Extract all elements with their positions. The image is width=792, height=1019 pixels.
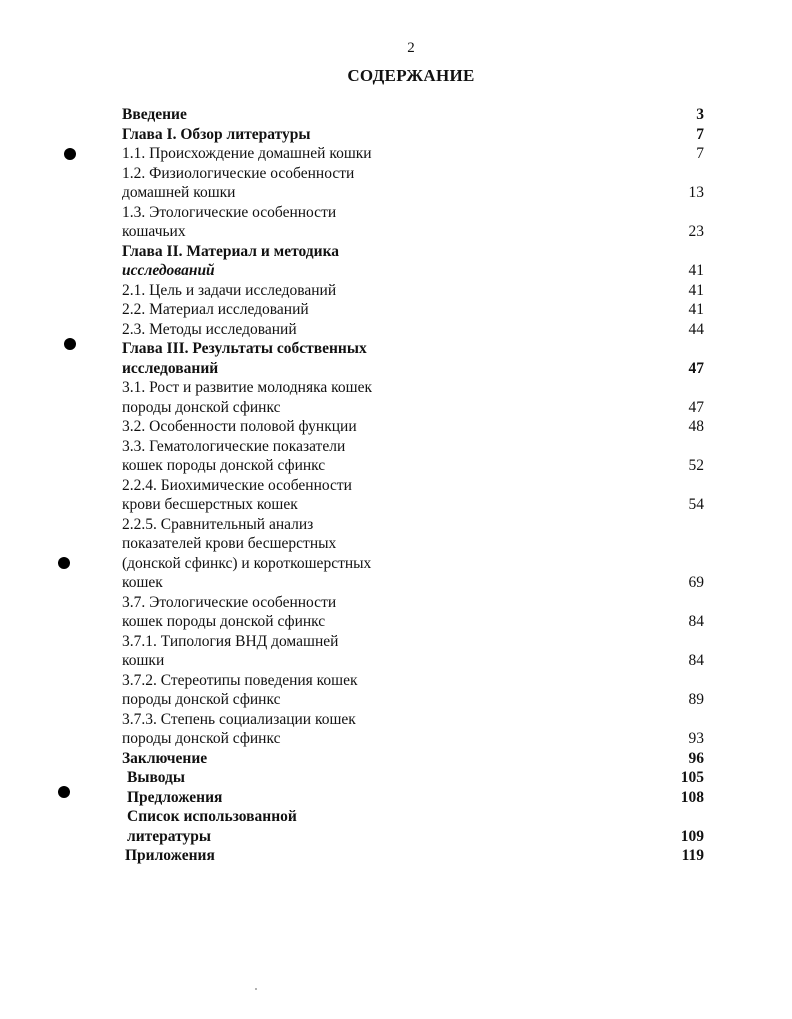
toc-entry-3-7-3 (122, 710, 704, 749)
toc-entry-text: 2.1. Цель и задачи исследований (122, 281, 337, 299)
toc-entry-page: 47 (688, 398, 704, 416)
toc-entry-page: 84 (688, 613, 704, 630)
toc-entry-text: 3.7.1. Типология ВНД домашней (122, 632, 339, 650)
toc-entry-text: кошек (122, 574, 163, 591)
toc-entry-text: 3.3. Гематологические показатели (122, 437, 346, 455)
toc-entry-text: породы донской сфинкс (122, 691, 281, 708)
toc-entry-page: 119 (681, 847, 704, 864)
toc-entry-page: 3 (696, 106, 704, 123)
toc-entry-page: 48 (688, 418, 704, 435)
toc-entry-page: 41 (688, 301, 704, 318)
toc-entry-text: показателей крови бесшерстных (122, 535, 337, 552)
hole-punch-mark (58, 557, 70, 569)
toc-entry-1-2 (122, 164, 704, 203)
toc-entry-3-1 (122, 378, 704, 417)
toc-entry-text: Глава I. Обзор литературы (122, 125, 311, 143)
toc-entry-text: кошки (122, 652, 165, 669)
toc-entry-text: домашней кошки (122, 184, 236, 201)
toc-title: СОДЕРЖАНИЕ (347, 66, 475, 85)
toc-entry-text: кошачьих (122, 223, 186, 240)
toc-entry-proposals (122, 788, 704, 808)
toc-entry-page: 13 (688, 184, 704, 201)
toc-entry-text: Глава III. Результаты собственных (122, 340, 367, 357)
toc-entry-2-2-4 (122, 476, 704, 515)
page-number: 2 (407, 40, 415, 56)
toc-entry-2-1 (122, 281, 704, 301)
toc-entry-text: 3.2. Особенности половой функции (122, 418, 357, 435)
toc-entry-page: 23 (688, 223, 704, 240)
toc-entry-page: 41 (688, 262, 704, 279)
toc-entry-text: 3.7.2. Стереотипы поведения кошек (122, 671, 358, 689)
toc-entry-text: Заключение (122, 749, 208, 767)
toc-entry-text: породы донской сфинкс (122, 730, 281, 747)
toc-entry-appendices (122, 846, 704, 866)
toc-entry-chapter-1 (122, 125, 704, 145)
toc-entry-page: 69 (688, 574, 704, 591)
toc-entry-3-2 (122, 417, 704, 437)
toc-entry-3-7-1 (122, 632, 704, 671)
toc-entry-text: Предложения (127, 788, 223, 806)
toc-entry-page: 7 (696, 125, 704, 143)
toc-entry-text: литературы (127, 827, 211, 845)
toc-entry-page: 44 (688, 320, 704, 338)
toc-entry-text: 2.2.4. Биохимические особенности (122, 476, 352, 494)
toc-entry-1-3 (122, 203, 704, 242)
toc-entry-page: 7 (696, 145, 704, 162)
toc-entry-page: 41 (688, 281, 704, 299)
toc-entry-3-7-2 (122, 671, 704, 710)
toc-entry-text: 3.7.3. Степень социализации кошек (122, 710, 356, 728)
toc-entry-text: 3.1. Рост и развитие молодняка кошек (122, 379, 372, 396)
scan-speck (255, 988, 257, 990)
toc-entry-text: 2.3. Методы исследований (122, 320, 297, 338)
toc-entry-text: (донской сфинкс) и короткошерстных (122, 554, 372, 572)
toc-entry-text: 2.2. Материал исследований (122, 301, 309, 318)
hole-punch-mark (58, 786, 70, 798)
toc-entry-text: Введение (122, 106, 187, 123)
toc-entry-text: крови бесшерстных кошек (122, 496, 298, 513)
toc-entry-page: 54 (688, 496, 704, 513)
toc-entry-text: Глава II. Материал и методика (122, 242, 340, 260)
toc-entry-page: 89 (688, 691, 704, 708)
toc-entry-introduction (122, 105, 704, 125)
toc-entry-page: 93 (688, 730, 704, 747)
toc-entry-chapter-3 (122, 339, 704, 378)
toc-entry-2-2-5 (122, 515, 704, 593)
toc-entry-page: 108 (680, 788, 704, 806)
hole-punch-mark (64, 338, 76, 350)
toc-entry-references (122, 807, 704, 846)
toc-entry-page: 47 (688, 359, 704, 377)
toc-entry-text: кошек породы донской сфинкс (122, 457, 326, 474)
table-of-contents (122, 105, 704, 866)
toc-entry-2-3 (122, 320, 704, 340)
toc-entry-text: кошек породы донской сфинкс (122, 613, 326, 630)
toc-entry-text: 1.3. Этологические особенности (122, 203, 337, 221)
toc-entry-findings (122, 768, 704, 788)
toc-entry-3-3 (122, 437, 704, 476)
toc-entry-text: 2.2.5. Сравнительный анализ (122, 515, 314, 533)
toc-entry-text: исследований (122, 359, 219, 377)
toc-entry-3-7 (122, 593, 704, 632)
toc-entry-text: Выводы (127, 769, 185, 786)
toc-entry-text: 1.1. Происхождение домашней кошки (122, 145, 372, 162)
toc-entry-page: 96 (688, 749, 704, 767)
toc-entry-text: Приложения (125, 847, 215, 864)
toc-entry-text: 1.2. Физиологические особенности (122, 164, 355, 182)
toc-entry-page: 52 (688, 457, 704, 474)
toc-entry-text: исследований (122, 262, 215, 279)
toc-entry-text: 3.7. Этологические особенности (122, 593, 337, 611)
toc-entry-conclusion (122, 749, 704, 769)
hole-punch-mark (64, 148, 76, 160)
toc-entry-1-1 (122, 144, 704, 164)
toc-entry-page: 109 (680, 827, 704, 845)
toc-entry-2-2 (122, 300, 704, 320)
toc-entry-text: породы донской сфинкс (122, 398, 281, 416)
toc-entry-page: 105 (680, 769, 704, 786)
toc-entry-page: 84 (688, 652, 704, 669)
toc-entry-chapter-2 (122, 242, 704, 281)
toc-entry-text: Список использованной (127, 808, 297, 825)
